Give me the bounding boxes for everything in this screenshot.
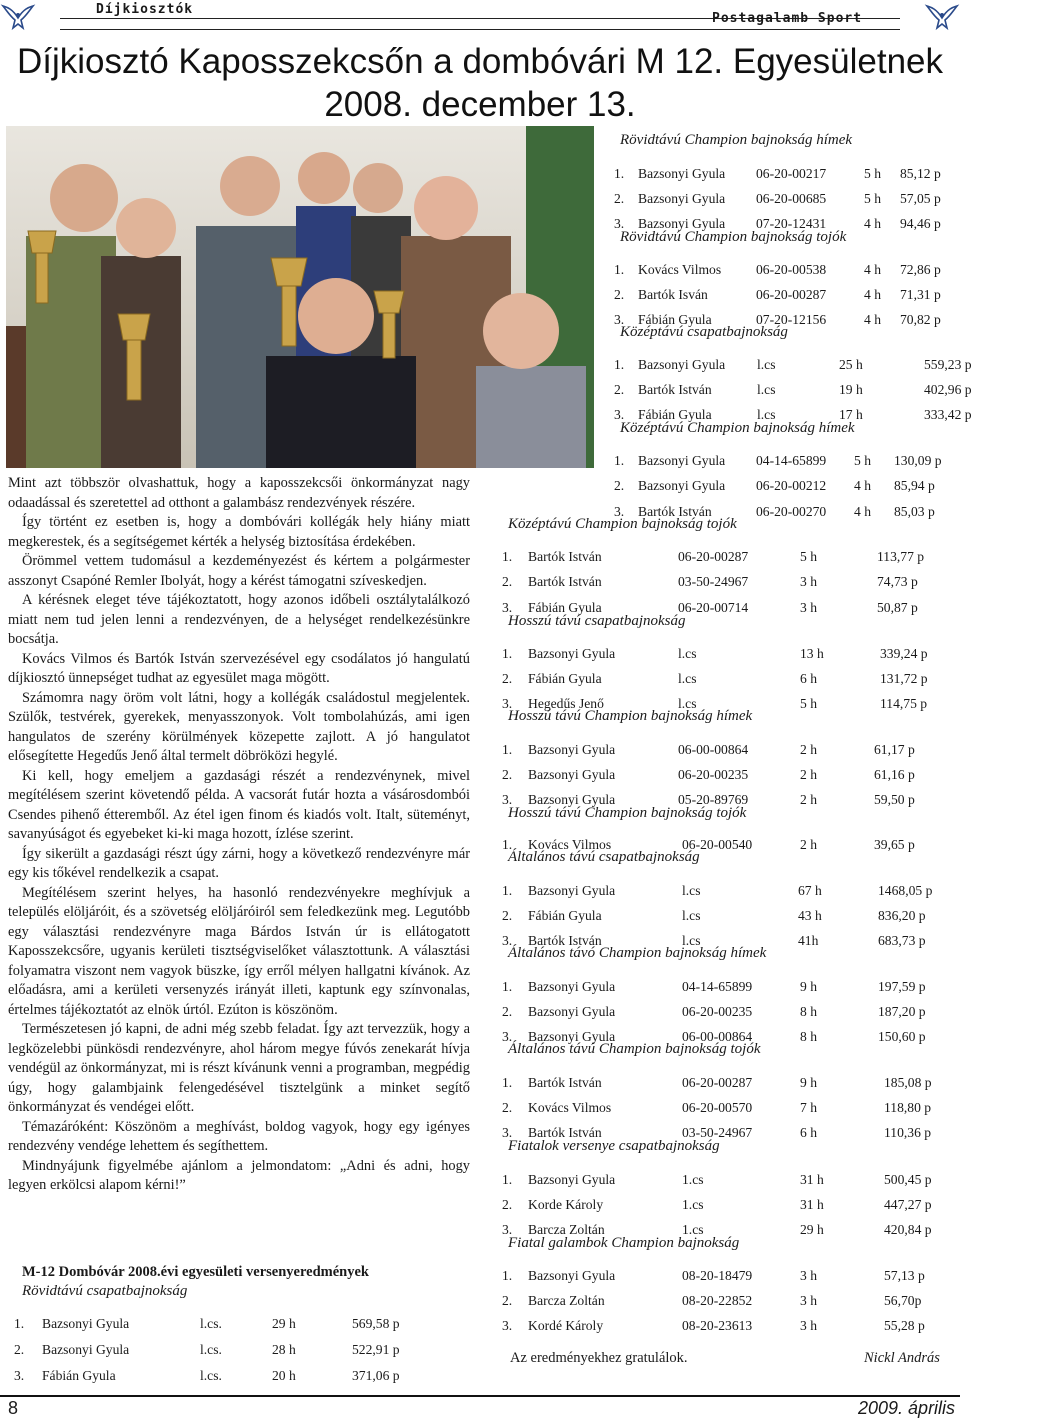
result-rank: 1. [502, 1172, 513, 1187]
results-row [502, 1004, 942, 1024]
result-points: 94,46 p [900, 216, 941, 231]
results-section-title: Rövidtávú Champion bajnokság tojók [620, 229, 847, 245]
result-count: 2 h [800, 767, 817, 782]
result-count: 19 h [839, 382, 863, 397]
result-name: Bazsonyi Gyula [638, 453, 726, 468]
results-section-title: Középtávú csapatbajnokság [620, 324, 788, 340]
results-row [502, 979, 942, 999]
result-points: 71,31 p [900, 287, 941, 302]
result-count: 20 h [272, 1368, 296, 1383]
result-name: Barcza Zoltán [528, 1222, 605, 1237]
result-ring: 06-20-00287 [678, 549, 749, 564]
result-ring: 08-20-18479 [682, 1268, 753, 1283]
result-points: 420,84 p [884, 1222, 932, 1237]
result-points: 1468,05 p [878, 883, 933, 898]
result-count: 41h [798, 933, 819, 948]
result-ring: l.cs [682, 933, 701, 948]
result-count: 9 h [800, 1075, 817, 1090]
result-points: 402,96 p [924, 382, 972, 397]
article-paragraph: Így sikerült a gazdasági részt úgy zárni, hogy a következő rendezvényre már egy kis tőkével rendelkezik a csapat. [8, 845, 470, 881]
result-ring: l.cs [678, 696, 697, 711]
result-count: 13 h [800, 646, 824, 661]
result-ring: 06-00-00864 [682, 1029, 753, 1044]
result-name: Bazsonyi Gyula [528, 1172, 616, 1187]
result-name: Fábián Gyula [528, 600, 602, 615]
result-points: 85,12 p [900, 166, 941, 181]
result-name: Barcza Zoltán [528, 1293, 605, 1308]
result-count: 5 h [800, 696, 817, 711]
result-count: 9 h [800, 979, 817, 994]
article-paragraph: Kovács Vilmos és Bartók István szervezésével egy csodálatos jó hangulatú díjkiosztó ünnepséget tudhat az egyesület maga mögött. [8, 650, 470, 686]
title-line-2: 2008. december 13. [324, 85, 636, 124]
result-points: 85,94 p [894, 478, 935, 493]
results-section-title: Rövidtávú Champion bajnokság hímek [620, 132, 853, 148]
result-points: 836,20 p [878, 908, 926, 923]
result-name: Fábián Gyula [638, 407, 712, 422]
result-name: Kovács Vilmos [528, 1100, 612, 1115]
result-points: 114,75 p [880, 696, 928, 711]
result-count: 4 h [864, 262, 881, 277]
result-rank: 2. [502, 1004, 513, 1019]
article-paragraph: Mint azt többször olvashattuk, hogy a kaposszekcsői önkormányzat nagy odaadással és szeretettel ad otthont a galambász rendezvények részére. [8, 475, 470, 511]
results-section-title: Fiatal galambok Champion bajnokság [508, 1235, 740, 1251]
result-points: 333,42 p [924, 407, 972, 422]
results-row [502, 1075, 942, 1095]
result-rank: 2. [502, 671, 513, 686]
issue-date: 2009. április [858, 1398, 956, 1418]
result-rank: 3. [614, 504, 625, 519]
result-rank: 3. [14, 1368, 25, 1383]
result-points: 130,09 p [894, 453, 942, 468]
result-rank: 2. [614, 478, 625, 493]
result-name: Bazsonyi Gyula [42, 1316, 130, 1331]
result-name: Bazsonyi Gyula [638, 166, 726, 181]
results-row [14, 1368, 454, 1388]
results-row [614, 382, 1054, 402]
result-ring: l.cs [757, 407, 776, 422]
result-name: Kovács Vilmos [528, 837, 612, 852]
result-rank: 1. [502, 837, 513, 852]
results-row [502, 883, 942, 903]
result-points: 57,05 p [900, 191, 941, 206]
result-count: 7 h [800, 1100, 817, 1115]
result-name: Bazsonyi Gyula [528, 742, 616, 757]
result-points: 61,17 p [874, 742, 915, 757]
result-name: Bartók István [528, 574, 602, 589]
result-rank: 1. [14, 1316, 25, 1331]
result-points: 56,70p [884, 1293, 922, 1308]
results-row [502, 1100, 942, 1120]
result-count: 8 h [800, 1029, 817, 1044]
result-ring: 04-14-65899 [682, 979, 753, 994]
results-row [502, 767, 942, 787]
result-points: 569,58 p [352, 1316, 400, 1331]
result-name: Bazsonyi Gyula [528, 646, 616, 661]
result-ring: 1.cs [682, 1172, 704, 1187]
results-section-title: Fiatalok versenye csapatbajnokság [508, 1138, 720, 1154]
results-section-title: Hosszú távú Champion bajnokság tojók [508, 805, 747, 821]
result-points: 197,59 p [878, 979, 926, 994]
result-points: 500,45 p [884, 1172, 932, 1187]
results-row [502, 574, 942, 594]
results-section-title: Általános távú Champion bajnokság tojók [508, 1041, 761, 1057]
result-rank: 2. [614, 287, 625, 302]
result-name: Bazsonyi Gyula [528, 883, 616, 898]
results-row [502, 671, 942, 691]
result-name: Bartók István [638, 382, 712, 397]
result-count: 2 h [800, 742, 817, 757]
result-points: 187,20 p [878, 1004, 926, 1019]
result-count: 2 h [800, 792, 817, 807]
result-rank: 3. [502, 933, 513, 948]
result-name: Fábián Gyula [528, 671, 602, 686]
result-ring: l.cs [678, 646, 697, 661]
result-count: 8 h [800, 1004, 817, 1019]
magazine-name: Postagalamb Sport [712, 11, 863, 26]
result-name: Bazsonyi Gyula [528, 767, 616, 782]
result-ring: 03-50-24967 [678, 574, 749, 589]
result-rank: 3. [502, 792, 513, 807]
result-rank: 2. [502, 574, 513, 589]
result-points: 118,80 p [884, 1100, 932, 1115]
result-rank: 1. [614, 262, 625, 277]
result-count: 4 h [854, 478, 871, 493]
result-count: 3 h [800, 600, 817, 615]
result-points: 339,24 p [880, 646, 928, 661]
results-row [502, 1197, 942, 1217]
result-ring: 06-20-00270 [756, 504, 827, 519]
result-count: 25 h [839, 357, 863, 372]
result-count: 5 h [800, 549, 817, 564]
result-rank: 1. [502, 742, 513, 757]
result-name: Bazsonyi Gyula [638, 357, 726, 372]
result-count: 29 h [800, 1222, 824, 1237]
result-points: 72,86 p [900, 262, 941, 277]
result-name: Bazsonyi Gyula [528, 792, 616, 807]
result-ring: l.cs [682, 908, 701, 923]
results-title: M-12 Dombóvár 2008.évi egyesületi versenyeredmények [22, 1264, 369, 1280]
result-count: 4 h [864, 312, 881, 327]
result-rank: 1. [502, 549, 513, 564]
result-ring: 07-20-12156 [756, 312, 827, 327]
result-ring: 1.cs [682, 1222, 704, 1237]
result-ring: l.cs [757, 357, 776, 372]
results-row [614, 478, 1054, 498]
result-ring: 06-20-00287 [682, 1075, 753, 1090]
result-ring: 05-20-89769 [678, 792, 749, 807]
result-ring: l.cs [682, 883, 701, 898]
result-ring: 06-20-00217 [756, 166, 827, 181]
article-paragraph: Mindnyájunk figyelmébe ajánlom a jelmondatom: „Adni és adni, hogy legyen erkölcsi alapom kérni!” [8, 1157, 470, 1193]
results-row [614, 191, 1054, 211]
article-paragraph: Így történt ez esetben is, hogy a dombóvári kollégák hely hiány miatt megkerestek, és a segítségemet kérték a helység biztosítása érdekében. [8, 514, 470, 550]
article-paragraph: Természetesen jó kapni, de adni még szebb feladat. Így azt tervezzük, hogy a legközelebbi pünkösdi rendezvényre, ahol három megye fúvós zenekarát hívja vendégül az önkormányzat, mi is részt kívánunk venni a programban, megpédig úgy, hogy galambjaink felengedésével tisztelgünk a minket segítő önkormányzat és vendégei előtt. [8, 1021, 470, 1115]
result-points: 70,82 p [900, 312, 941, 327]
results-row [614, 262, 1054, 282]
result-ring: 06-20-00235 [678, 767, 749, 782]
result-ring: 07-20-12431 [756, 216, 827, 231]
result-name: Bartók István [528, 933, 602, 948]
result-name: Fábián Gyula [528, 908, 602, 923]
results-section-title: Középtávú Champion bajnokság tojók [508, 516, 737, 532]
article-paragraph: Megítélésem szerint helyes, ha hasonló rendezvényekre meghívjuk a település elöljáróit, és a szövetség elöljáróiról sem feledkezünk meg. Legutóbb egy választási rendezvényre maga Bárdos István úr is ellátogatott Kaposszekcsőre, ugyanis kerületi tisztségviselőket választottunk. A választási folyamatra viszont nem vagyok büszke, így erről mélyen hallgatni kívánok. Az előadásra, ami a kerületi versenyzés irányát illeti, kaptunk egy színvonalas, értelmes tájékoztatót az elnök úrtól. Ezúton is köszönöm. [8, 884, 470, 1018]
result-name: Hegedűs Jenő [528, 696, 604, 711]
result-points: 559,23 p [924, 357, 972, 372]
result-ring: 06-20-00540 [682, 837, 753, 852]
result-rank: 3. [502, 1318, 513, 1333]
result-count: 3 h [800, 1318, 817, 1333]
result-rank: 2. [14, 1342, 25, 1357]
result-name: Bartók István [528, 549, 602, 564]
result-count: 2 h [800, 837, 817, 852]
result-ring: 06-00-00864 [678, 742, 749, 757]
result-rank: 1. [614, 357, 625, 372]
results-row [614, 357, 1054, 377]
result-points: 61,16 p [874, 767, 915, 782]
results-row [614, 287, 1054, 307]
result-name: Fábián Gyula [638, 312, 712, 327]
result-points: 683,73 p [878, 933, 926, 948]
result-name: Bazsonyi Gyula [528, 1029, 616, 1044]
result-rank: 1. [502, 1268, 513, 1283]
result-ring: 06-20-00570 [682, 1100, 753, 1115]
result-name: Kovács Vilmos [638, 262, 722, 277]
result-ring: l.cs [757, 382, 776, 397]
result-ring: l.cs. [200, 1342, 222, 1357]
result-ring: 06-20-00235 [682, 1004, 753, 1019]
section-label: Díjkiosztók [96, 2, 194, 17]
result-points: 447,27 p [884, 1197, 932, 1212]
footer-rule [0, 1395, 960, 1397]
result-name: Bartók Isván [638, 287, 708, 302]
result-points: 110,36 p [884, 1125, 932, 1140]
result-rank: 3. [502, 1029, 513, 1044]
results-row [614, 453, 1054, 473]
result-name: Kordé Károly [528, 1318, 604, 1333]
result-rank: 1. [614, 453, 625, 468]
result-rank: 3. [614, 216, 625, 231]
result-ring: 06-20-00287 [756, 287, 827, 302]
result-name: Bazsonyi Gyula [42, 1342, 130, 1357]
result-rank: 3. [614, 312, 625, 327]
result-points: 85,03 p [894, 504, 935, 519]
result-rank: 1. [614, 166, 625, 181]
result-count: 4 h [864, 216, 881, 231]
results-row [502, 1293, 942, 1313]
results-row [502, 1318, 942, 1338]
title-line-1: Díjkiosztó Kaposszekcsőn a dombóvári M 12. Egyesületnek [16, 42, 943, 81]
result-count: 6 h [800, 1125, 817, 1140]
result-count: 4 h [864, 287, 881, 302]
result-rank: 3. [502, 1222, 513, 1237]
result-rank: 3. [614, 407, 625, 422]
result-points: 55,28 p [884, 1318, 925, 1333]
result-name: Fábián Gyula [42, 1368, 116, 1383]
results-row [502, 1172, 942, 1192]
result-count: 31 h [800, 1197, 824, 1212]
result-name: Bazsonyi Gyula [528, 1268, 616, 1283]
result-rank: 2. [502, 767, 513, 782]
results-row [502, 549, 942, 569]
result-points: 74,73 p [877, 574, 918, 589]
closing-text: Az eredményekhez gratulálok. [510, 1350, 688, 1366]
result-count: 31 h [800, 1172, 824, 1187]
result-points: 57,13 p [884, 1268, 925, 1283]
result-count: 5 h [864, 191, 881, 206]
result-rank: 2. [614, 382, 625, 397]
results-section-title: Általános távú csapatbajnokság [508, 849, 700, 865]
article-paragraph: Örömmel vettem tudomásul a kezdeményezést és kértem a polgármester asszonyt Csapóné Remler Ibolyát, hogy a kérést támogatni szíveskedjen. [8, 553, 470, 589]
result-count: 67 h [798, 883, 822, 898]
result-count: 3 h [800, 574, 817, 589]
result-ring: 06-20-00538 [756, 262, 827, 277]
result-ring: 06-20-00714 [678, 600, 749, 615]
result-points: 522,91 p [352, 1342, 400, 1357]
result-points: 50,87 p [877, 600, 918, 615]
result-name: Bazsonyi Gyula [528, 1004, 616, 1019]
results-row [14, 1342, 454, 1362]
result-count: 4 h [854, 504, 871, 519]
result-rank: 1. [502, 883, 513, 898]
result-rank: 2. [614, 191, 625, 206]
result-count: 43 h [798, 908, 822, 923]
result-ring: l.cs. [200, 1368, 222, 1383]
result-count: 28 h [272, 1342, 296, 1357]
results-row [502, 1268, 942, 1288]
result-ring: 08-20-22852 [682, 1293, 753, 1308]
result-rank: 2. [502, 1197, 513, 1212]
result-ring: 08-20-23613 [682, 1318, 753, 1333]
result-rank: 3. [502, 1125, 513, 1140]
result-name: Bazsonyi Gyula [528, 979, 616, 994]
result-rank: 3. [502, 600, 513, 615]
result-rank: 1. [502, 979, 513, 994]
result-name: Bazsonyi Gyula [638, 216, 726, 231]
article-paragraph: Témazáróként: Köszönöm a meghívást, boldog vagyok, hogy egy igényes rendezvény vendége lehettem és segíthettem. [8, 1118, 470, 1154]
article-paragraph: Ki kell, hogy emeljem a gazdasági részét a rendezvénynek, mivel megítélésem szerint követendő példa. A vacsorát futár hozta a vásárosdombói Csendes pihenő étteremből. Az étel igen finom és kiadós volt. Italt, süteményt, savanyúságot és egyebeket ki-ki maga hozott, ízlése szerint. [8, 767, 470, 842]
result-name: Bazsonyi Gyula [638, 478, 726, 493]
result-ring: l.cs. [200, 1316, 222, 1331]
results-row [502, 742, 942, 762]
result-ring: l.cs [678, 671, 697, 686]
result-rank: 3. [502, 696, 513, 711]
result-rank: 2. [502, 1100, 513, 1115]
result-ring: 06-20-00685 [756, 191, 827, 206]
results-row [502, 908, 942, 928]
result-ring: 04-14-65899 [756, 453, 827, 468]
result-rank: 2. [502, 1293, 513, 1308]
result-points: 39,65 p [874, 837, 915, 852]
results-section-title: Általános távó Champion bajnokság hímek [508, 945, 767, 961]
results-section-title: Hosszú távú Champion bajnokság hímek [508, 708, 753, 724]
article-paragraph: A kérésnek eleget téve tájékoztatott, hogy azonos időbeli osztálytalálkozó miatt nem tud jelen lenni a rendezvényen, de a helységet rendelkezésünkre bocsátja. [8, 592, 470, 647]
result-ring: 03-50-24967 [682, 1125, 753, 1140]
result-count: 29 h [272, 1316, 296, 1331]
result-count: 5 h [864, 166, 881, 181]
result-count: 17 h [839, 407, 863, 422]
result-points: 150,60 p [878, 1029, 926, 1044]
result-ring: 1.cs [682, 1197, 704, 1212]
result-count: 5 h [854, 453, 871, 468]
result-points: 131,72 p [880, 671, 928, 686]
result-name: Bartók István [528, 1075, 602, 1090]
author-name: Nickl András [864, 1350, 940, 1366]
article-paragraph: Számomra nagy öröm volt látni, hogy a kollégák családostul megjelentek. Szülők, testvérek, gyerekek, menyasszonyok. Volt tombolahúzás, ami igen hangulatos de szerény körülmények közepette zajlott. A jó hangulatot elősegítette Hegedűs Jenő által termelt döbröközi hegylé. [8, 689, 470, 764]
result-count: 3 h [800, 1293, 817, 1308]
result-points: 371,06 p [352, 1368, 400, 1383]
result-count: 3 h [800, 1268, 817, 1283]
result-rank: 1. [502, 646, 513, 661]
result-name: Bazsonyi Gyula [638, 191, 726, 206]
result-points: 113,77 p [877, 549, 925, 564]
results-row [502, 646, 942, 666]
result-count: 6 h [800, 671, 817, 686]
results-row [14, 1316, 454, 1336]
result-name: Korde Károly [528, 1197, 604, 1212]
results-row [614, 166, 1054, 186]
result-name: Bartók István [528, 1125, 602, 1140]
page-number: 8 [8, 1398, 19, 1418]
result-rank: 1. [502, 1075, 513, 1090]
result-ring: 06-20-00212 [756, 478, 827, 493]
results-section-title: Rövidtávú csapatbajnokság [22, 1283, 188, 1299]
result-rank: 2. [502, 908, 513, 923]
results-section-title: Hosszú távú csapatbajnokság [508, 613, 686, 629]
result-name: Bartók István [638, 504, 712, 519]
result-points: 185,08 p [884, 1075, 932, 1090]
results-section-title: Középtávú Champion bajnokság hímek [620, 420, 855, 436]
result-points: 59,50 p [874, 792, 915, 807]
